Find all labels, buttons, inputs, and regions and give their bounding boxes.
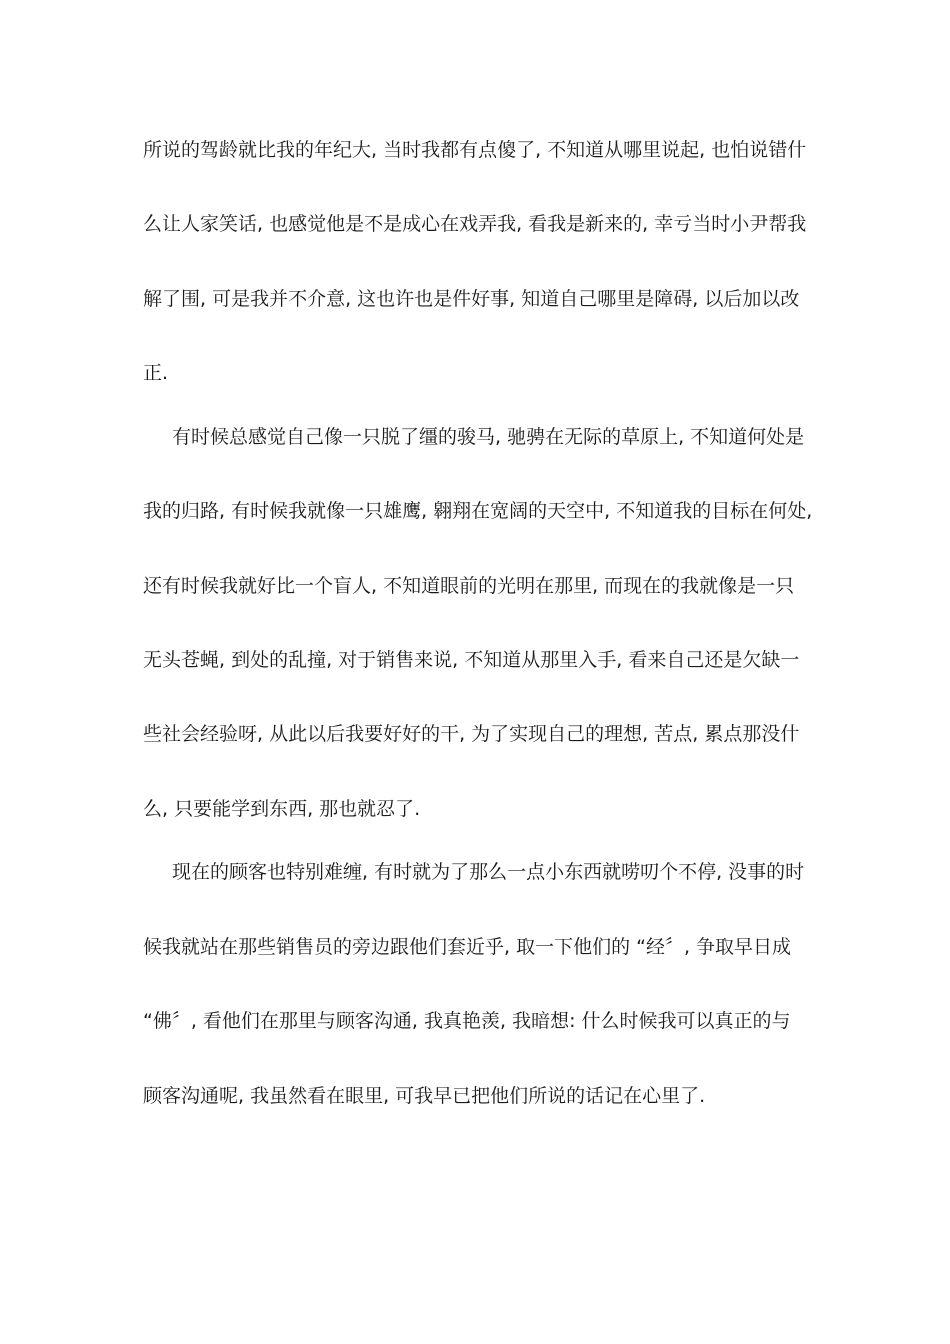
paragraph-line: 正. [143, 362, 169, 384]
paragraph-line: 顾客沟通呢, 我虽然看在眼里, 可我早已把他们所说的话记在心里了. [143, 1085, 706, 1107]
paragraph-line: “佛〞, 看他们在那里与顾客沟通, 我真艳羡, 我暗想: 什么时候我可以真正的与 [143, 1010, 791, 1032]
paragraph-line: 我的归路, 有时候我就像一只雄鹰, 翱翔在宽阔的天空中, 不知道我的目标在何处, [143, 500, 813, 522]
paragraph-line: 无头苍蝇, 到处的乱撞, 对于销售来说, 不知道从那里入手, 看来自己还是欠缺一 [143, 649, 800, 671]
paragraph-line: 解了围, 可是我并不介意, 这也许也是件好事, 知道自己哪里是障碍, 以后加以改 [143, 288, 800, 310]
paragraph-line: 么, 只要能学到东西, 那也就忍了. [143, 798, 421, 820]
paragraph-line: 么让人家笑话, 也感觉他是不是成心在戏弄我, 看我是新来的, 幸亏当时小尹帮我 [143, 213, 807, 235]
paragraph-line: 还有时候我就好比一个盲人, 不知道眼前的光明在那里, 而现在的我就像是一只 [143, 575, 795, 597]
paragraph-line: 候我就站在那些销售员的旁边跟他们套近乎, 取一下他们的 “经〞, 争取早日成 [143, 936, 792, 958]
paragraph-line: 所说的驾龄就比我的年纪大, 当时我都有点傻了, 不知道从哪里说起, 也怕说错什 [143, 139, 807, 161]
paragraph-line: 现在的顾客也特别难缠, 有时就为了那么一点小东西就唠叨个不停, 没事的时 [172, 861, 805, 883]
paragraph-line: 有时候总感觉自己像一只脱了缰的骏马, 驰骋在无际的草原上, 不知道何处是 [172, 426, 805, 448]
paragraph-line: 些社会经验呀, 从此以后我要好好的干, 为了实现自己的理想, 苦点, 累点那没什 [143, 723, 800, 745]
